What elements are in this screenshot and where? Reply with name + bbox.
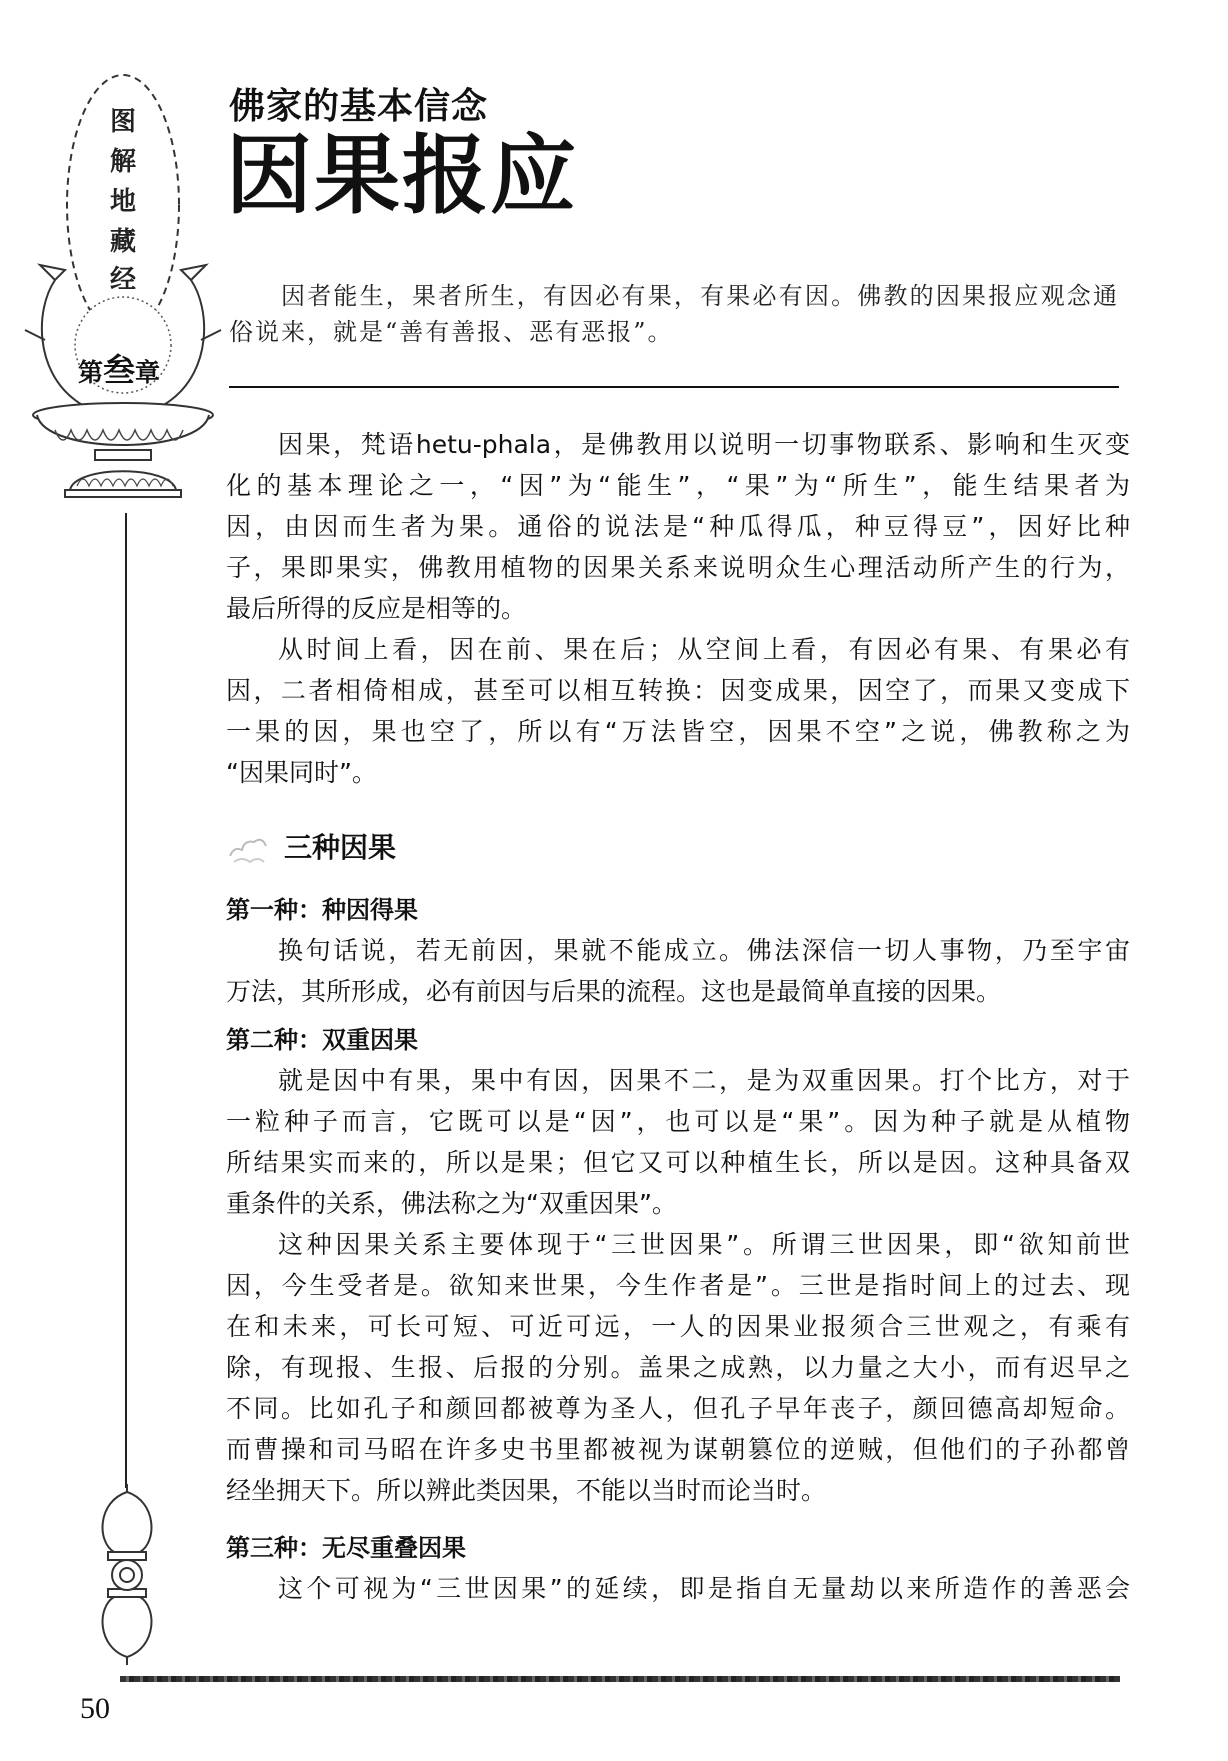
book-title-char: 经 (109, 265, 136, 295)
paragraph-definition (226, 424, 1130, 793)
book-title-char: 藏 (109, 227, 136, 257)
text-line: 在和未来，可长可短、可近可远，一人的因果业报须合三世观之，有乘有 (226, 1312, 1130, 1341)
intro-line: 俗说来，就是“善有善报、恶有恶报”。 (229, 318, 674, 346)
text-line: 化的基本理论之一，“因”为“能生”，“果”为“所生”，能生结果者为 (226, 471, 1130, 500)
section-heading: 三种因果 (284, 831, 397, 864)
subsection-heading: 第二种：双重因果 (226, 1026, 418, 1054)
type2-section (226, 1020, 1130, 1511)
text-line: 所结果实而来的，所以是果；但它又可以种植生长，所以是因。这种具备双 (226, 1148, 1130, 1177)
text-line: 一果的因，果也空了，所以有“万法皆空，因果不空”之说，佛教称之为 (226, 717, 1130, 746)
book-title-char: 地 (109, 187, 136, 217)
page-title: 因果报应 (226, 126, 578, 226)
text-line: 因，今生受者是。欲知来世果，今生作者是”。三世是指时间上的过去、现 (226, 1271, 1130, 1300)
text-line: 换句话说，若无前因，果就不能成立。佛法深信一切人事物，乃至宇宙 (278, 936, 1130, 965)
text-line: 最后所得的反应是相等的。 (226, 594, 527, 623)
text-line: 不同。比如孔子和颜回都被尊为圣人，但孔子早年丧子，颜回德高却短命。 (226, 1394, 1130, 1423)
chapter-label (78, 345, 160, 391)
book-title-char: 解 (109, 147, 136, 177)
type1-section (226, 890, 1130, 1012)
chapter-suffix: 章 (135, 358, 161, 387)
chapter-number: 叁 (103, 351, 136, 389)
sidebar-divider-line (125, 513, 127, 1488)
header-divider (229, 386, 1119, 388)
intro-line: 因者能生，果者所生，有因必有果，有果必有因。佛教的因果报应观念通 (281, 282, 1119, 310)
subsection-heading: 第三种：无尽重叠因果 (226, 1534, 466, 1562)
text-line: “因果同时”。 (226, 758, 377, 787)
intro-summary (229, 278, 1119, 350)
text-line: 万法，其所形成，必有前因与后果的流程。这也是最简单直接的因果。 (226, 977, 1002, 1006)
text-line: 就是因中有果，果中有因，因果不二，是为双重因果。打个比方，对于 (278, 1066, 1130, 1095)
text-line: 这个可视为“三世因果”的延续，即是指自无量劫以来所造作的善恶会 (278, 1574, 1130, 1603)
text-line: 一粒种子而言，它既可以是“因”，也可以是“果”。因为种子就是从植物 (226, 1107, 1130, 1136)
text-line: 因，由因而生者为果。通俗的说法是“种瓜得瓜，种豆得豆”，因好比种 (226, 512, 1130, 541)
text-line: 重条件的关系，佛法称之为“双重因果”。 (226, 1189, 677, 1218)
text-line: 除，有现报、生报、后报的分别。盖果之成熟，以力量之大小，而有迟早之 (226, 1353, 1130, 1382)
text-line: 这种因果关系主要体现于“三世因果”。所谓三世因果，即“欲知前世 (278, 1230, 1130, 1259)
page-subtitle: 佛家的基本信念 (229, 86, 489, 127)
text-line: 因，二者相倚相成，甚至可以相互转换：因变成果，因空了，而果又变成下 (226, 676, 1130, 705)
type3-section (226, 1528, 1130, 1609)
cloud-ornament-icon (226, 830, 270, 866)
text-line: 而曹操和司马昭在许多史书里都被视为谋朝篡位的逆贼，但他们的子孙都曾 (226, 1435, 1130, 1464)
text-line: 从时间上看，因在前、果在后；从空间上看，有因必有果、有果必有 (278, 635, 1130, 664)
book-title-char: 图 (109, 107, 136, 137)
vajra-ornament-icon (92, 1482, 162, 1667)
footer-divider (120, 1676, 1120, 1682)
text-line: 子，果即果实，佛教用植物的因果关系来说明众生心理活动所产生的行为， (226, 553, 1130, 582)
text-line: 经坐拥天下。所以辨此类因果，不能以当时而论当时。 (226, 1476, 827, 1505)
subsection-heading: 第一种：种因得果 (226, 896, 418, 924)
text-line: 因果，梵语hetu-phala，是佛教用以说明一切事物联系、影响和生灭变 (278, 430, 1130, 459)
chapter-prefix: 第 (78, 358, 104, 387)
page-number: 50 (80, 1692, 110, 1725)
